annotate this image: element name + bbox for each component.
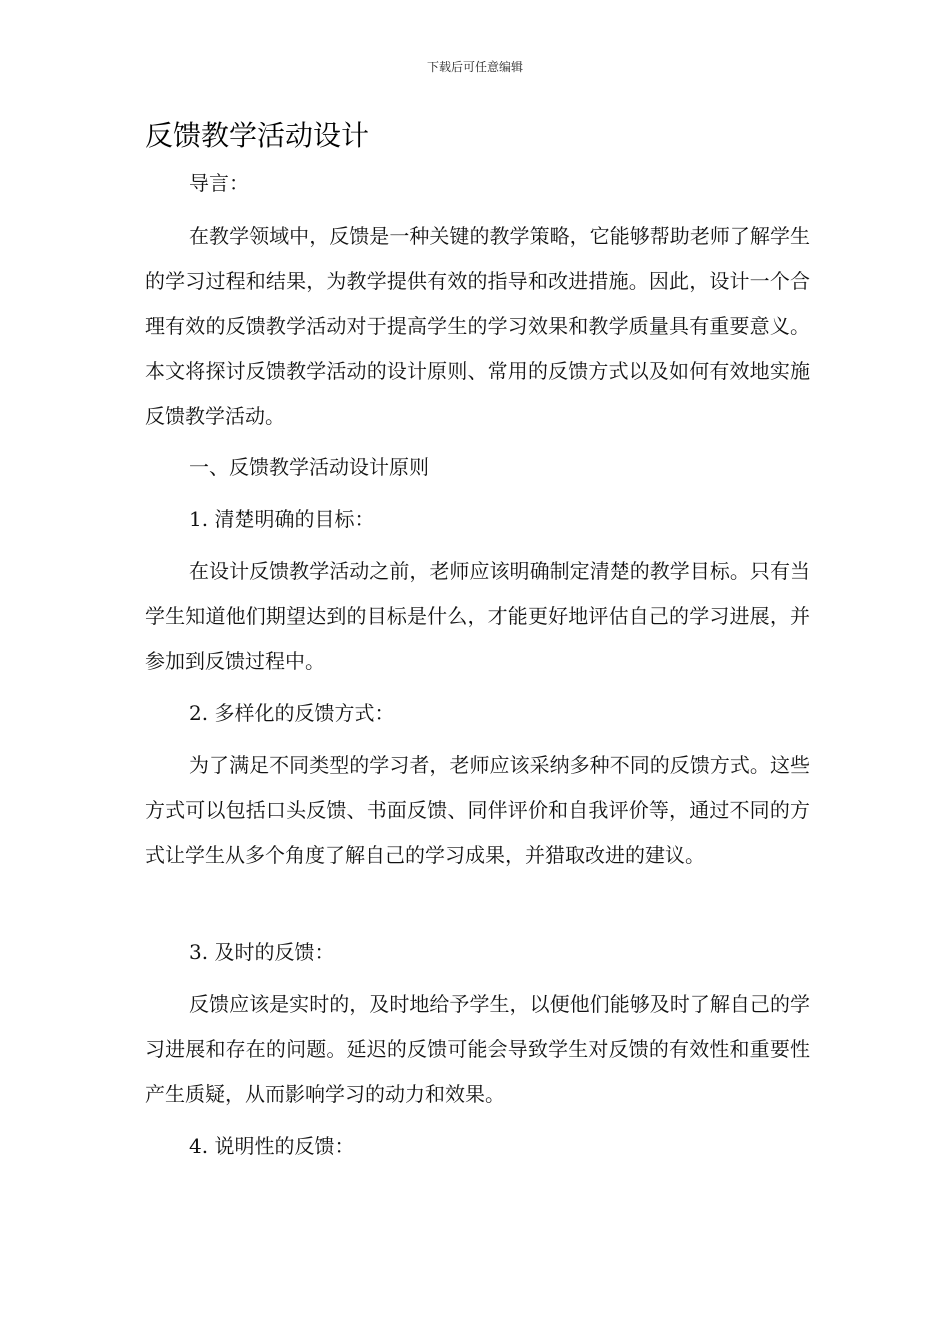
document-title: 反馈教学活动设计	[145, 119, 370, 152]
item-heading-4: 4. 说明性的反馈：	[189, 1134, 355, 1158]
paragraph-intro-label: 导言：	[189, 171, 249, 195]
paragraph-item-2: 为了满足不同类型的学习者，老师应该采纳多种不同的反馈方式。这些方式可以包括口头反馈、书面反馈、同伴评价和自我评价等，通过不同的方式让学生从多个角度了解自己的学习成果，并猎取改进的建议。	[145, 753, 810, 867]
item-heading-2: 2. 多样化的反馈方式：	[189, 701, 395, 725]
header-watermark: 下载后可任意编辑	[426, 60, 523, 74]
item-heading-1: 1. 清楚明确的目标：	[189, 507, 375, 531]
paragraph-item-3: 反馈应该是实时的，及时地给予学生，以便他们能够及时了解自己的学习进展和存在的问题。延迟的反馈可能会导致学生对反馈的有效性和重要性产生质疑，从而影响学习的动力和效果。	[145, 992, 810, 1106]
paragraph-intro-body: 在教学领域中，反馈是一种关键的教学策略，它能够帮助老师了解学生的学习过程和结果，为教学提供有效的指导和改进措施。因此，设计一个合理有效的反馈教学活动对于提高学生的学习效果和教学质量具有重要意义。本文将探讨反馈教学活动的设计原则、常用的反馈方式以及如何有效地实施反馈教学活动。	[145, 224, 810, 428]
item-heading-3: 3. 及时的反馈：	[189, 940, 335, 964]
paragraph-item-1: 在设计反馈教学活动之前，老师应该明确制定清楚的教学目标。只有当学生知道他们期望达到的目标是什么，才能更好地评估自己的学习进展，并参加到反馈过程中。	[145, 559, 810, 673]
section-heading-principles: 一、反馈教学活动设计原则	[189, 455, 429, 479]
